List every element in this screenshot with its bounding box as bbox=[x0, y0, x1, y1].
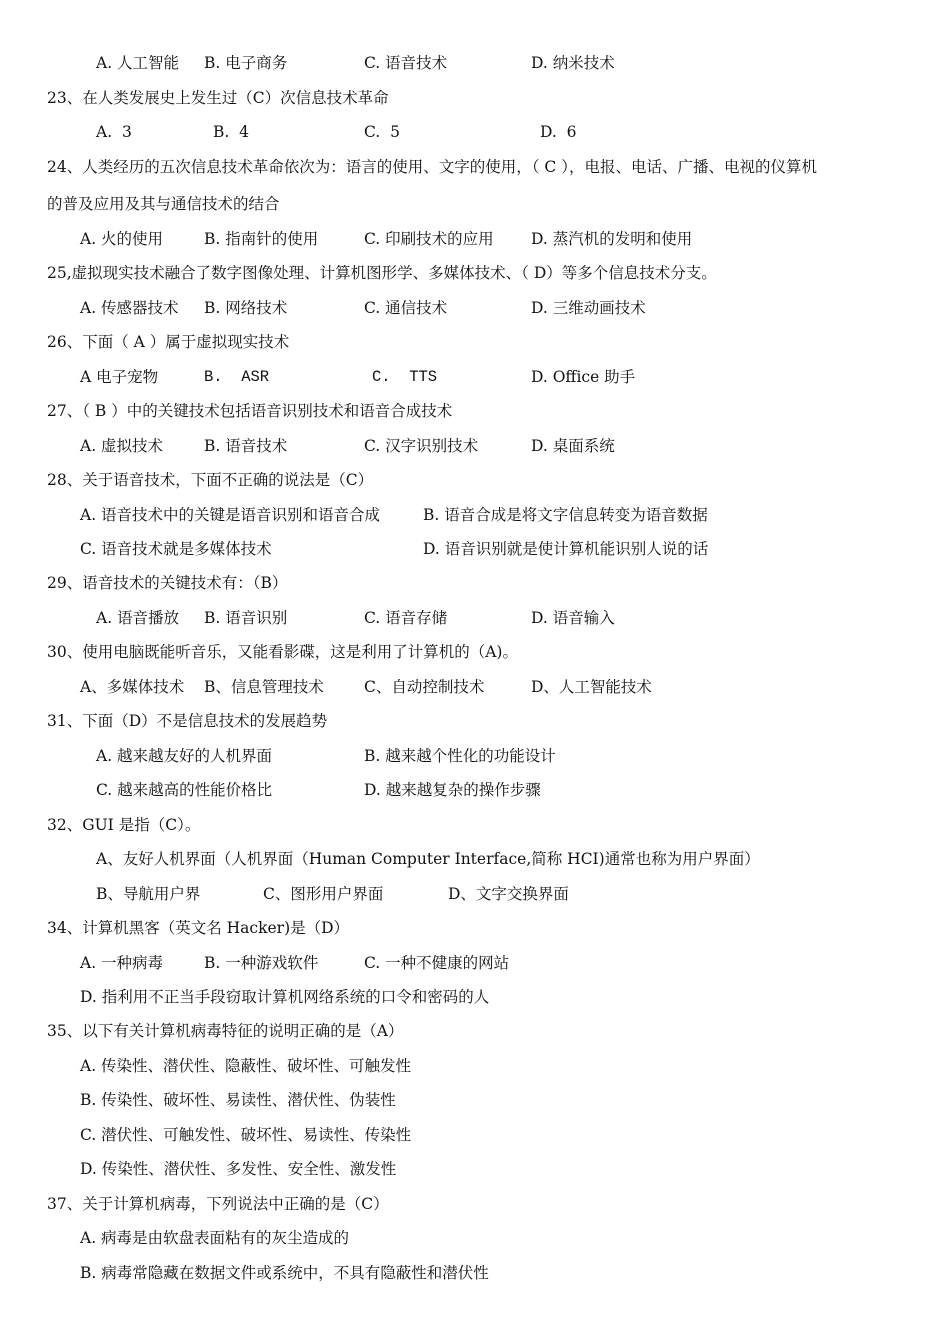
option-c: C. 印刷技术的应用 bbox=[364, 230, 494, 248]
question-37: 37、关于计算机病毒，下列说法中正确的是（C） bbox=[47, 1195, 389, 1213]
option-a: A. 语音技术中的关键是语音识别和语音合成 bbox=[80, 506, 381, 524]
option-d: D. 蒸汽机的发明和使用 bbox=[531, 230, 693, 248]
option-a: A. 病毒是由软盘表面粘有的灰尘造成的 bbox=[80, 1229, 350, 1247]
question-26: 26、下面（ A ）属于虚拟现实技术 bbox=[47, 333, 290, 351]
question-28: 28、关于语音技术，下面不正确的说法是（C） bbox=[47, 471, 374, 489]
option-c: C. 一种不健康的网站 bbox=[364, 954, 510, 972]
option-a: A. 人工智能 bbox=[96, 54, 180, 72]
option-d: D. 语音识别就是使计算机能识别人说的话 bbox=[423, 540, 709, 558]
option-b: B. 病毒常隐藏在数据文件或系统中，不具有隐蔽性和潜伏性 bbox=[80, 1264, 489, 1282]
option-a: A. 虚拟技术 bbox=[80, 437, 164, 455]
option-b: B. 传染性、破坏性、易读性、潜伏性、伪装性 bbox=[80, 1091, 396, 1109]
option-b: B. 一种游戏软件 bbox=[204, 954, 319, 972]
option-d: D. 6 bbox=[540, 123, 577, 141]
option-a: A 电子宠物 bbox=[80, 368, 159, 386]
option-a: A. 传染性、潜伏性、隐蔽性、破坏性、可触发性 bbox=[80, 1057, 412, 1075]
option-d: D. 越来越复杂的操作步骤 bbox=[364, 781, 541, 799]
option-b: B. 4 bbox=[213, 123, 250, 141]
option-a: A、友好人机界面（人机界面（Human Computer Interface,简称 HCI)通常也称为用户界面） bbox=[96, 850, 760, 868]
question-35: 35、以下有关计算机病毒特征的说明正确的是（A） bbox=[47, 1022, 404, 1040]
option-c: C. 汉字识别技术 bbox=[364, 437, 479, 455]
option-c: C. TTS bbox=[372, 368, 438, 386]
option-d: D. 指利用不正当手段窃取计算机网络系统的口令和密码的人 bbox=[80, 988, 490, 1006]
option-b: B. 语音技术 bbox=[204, 437, 288, 455]
option-c: C. 语音技术就是多媒体技术 bbox=[80, 540, 272, 558]
option-b: B. 指南针的使用 bbox=[204, 230, 319, 248]
option-a: A. 越来越友好的人机界面 bbox=[96, 747, 273, 765]
option-d: D. 三维动画技术 bbox=[531, 299, 646, 317]
option-c: C. 通信技术 bbox=[364, 299, 448, 317]
option-b: B. 越来越个性化的功能设计 bbox=[364, 747, 556, 765]
option-c: C、图形用户界面 bbox=[263, 885, 384, 903]
option-d: D. 桌面系统 bbox=[531, 437, 615, 455]
option-b: B、信息管理技术 bbox=[204, 678, 324, 696]
question-32: 32、GUI 是指（C）。 bbox=[47, 816, 201, 834]
option-c: C. 越来越高的性能价格比 bbox=[96, 781, 273, 799]
question-24-continued: 的普及应用及其与通信技术的结合 bbox=[47, 195, 280, 213]
question-30: 30、使用电脑既能听音乐，又能看影碟，这是利用了计算机的（A)。 bbox=[47, 643, 518, 661]
option-b: B. 电子商务 bbox=[204, 54, 288, 72]
option-b: B. ASR bbox=[204, 368, 270, 386]
question-29: 29、语音技术的关键技术有：（B） bbox=[47, 574, 288, 592]
option-b: B、导航用户界 bbox=[96, 885, 201, 903]
option-c: C. 5 bbox=[364, 123, 400, 141]
option-c: C. 语音存储 bbox=[364, 609, 448, 627]
question-27: 27、（ B ）中的关键技术包括语音识别技术和语音合成技术 bbox=[47, 402, 453, 420]
question-31: 31、下面（D）不是信息技术的发展趋势 bbox=[47, 712, 328, 730]
option-d: D. Office 助手 bbox=[531, 368, 636, 386]
option-a: A、多媒体技术 bbox=[80, 678, 185, 696]
option-c: C. 语音技术 bbox=[364, 54, 448, 72]
option-a: A. 一种病毒 bbox=[80, 954, 164, 972]
option-b: B. 语音识别 bbox=[204, 609, 288, 627]
option-d: D、人工智能技术 bbox=[531, 678, 652, 696]
option-b: B. 语音合成是将文字信息转变为语音数据 bbox=[423, 506, 708, 524]
option-a: A. 传感器技术 bbox=[80, 299, 179, 317]
option-c: C、自动控制技术 bbox=[364, 678, 485, 696]
option-d: D、文字交换界面 bbox=[448, 885, 569, 903]
question-24: 24、人类经历的五次信息技术革命依次为：语言的使用、文字的使用，（ C ），电报、电话、广播、电视的仪算机 bbox=[47, 158, 817, 176]
option-a: A. 3 bbox=[96, 123, 132, 141]
question-23: 23、在人类发展史上发生过（C）次信息技术革命 bbox=[47, 89, 389, 107]
option-d: D. 纳米技术 bbox=[531, 54, 615, 72]
option-b: B. 网络技术 bbox=[204, 299, 288, 317]
option-a: A. 语音播放 bbox=[96, 609, 180, 627]
option-a: A. 火的使用 bbox=[80, 230, 164, 248]
question-34: 34、计算机黑客（英文名 Hacker)是（D） bbox=[47, 919, 350, 937]
question-25: 25,虚拟现实技术融合了数字图像处理、计算机图形学、多媒体技术、（ D）等多个信息技术分支。 bbox=[47, 264, 717, 282]
option-d: D. 语音输入 bbox=[531, 609, 615, 627]
option-d: D. 传染性、潜伏性、多发性、安全性、激发性 bbox=[80, 1160, 397, 1178]
option-c: C. 潜伏性、可触发性、破坏性、易读性、传染性 bbox=[80, 1126, 412, 1144]
